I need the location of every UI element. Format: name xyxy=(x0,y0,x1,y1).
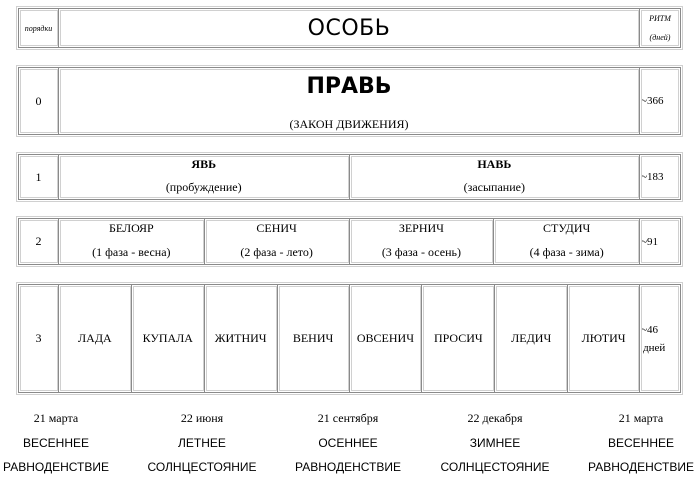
rhythm-cell xyxy=(640,68,680,134)
phase-subtitle: (3 фаза - осень) xyxy=(381,245,461,259)
yav-cell xyxy=(59,155,350,199)
prav-title: ПРАВЬ xyxy=(306,74,392,99)
season-label: ЛЕТНЕЕ xyxy=(178,436,226,450)
nav-title: НАВЬ xyxy=(477,157,512,171)
season-event: РАВНОДЕНСТВИЕ xyxy=(295,460,401,474)
phase-cell-senich xyxy=(205,219,350,264)
rhythm-header-cell xyxy=(640,9,680,47)
order-number-cell xyxy=(19,219,59,264)
title-cell xyxy=(59,9,640,47)
yav-title: ЯВЬ xyxy=(191,157,217,171)
month-label: ПРОСИЧ xyxy=(433,331,483,345)
order-1-table xyxy=(18,154,681,200)
rhythm-value: ~46 xyxy=(641,323,659,336)
rhythm-value: ~366 xyxy=(641,95,664,107)
month-label: ЛАДА xyxy=(78,331,112,345)
season-marker-autumn xyxy=(278,411,418,474)
rhythm-value: ~91 xyxy=(641,235,659,248)
order-number-cell xyxy=(19,285,59,392)
season-event: РАВНОДЕНСТВИЕ xyxy=(3,460,109,474)
month-cell xyxy=(568,285,640,392)
order-3-table xyxy=(18,284,681,393)
month-cell xyxy=(205,285,278,392)
month-label: КУПАЛА xyxy=(142,331,193,345)
order-number: 2 xyxy=(35,234,42,248)
order-number: 3 xyxy=(35,331,42,345)
rhythm-unit-label: (дней) xyxy=(649,33,671,42)
page-title: ОСОБЬ xyxy=(307,15,391,41)
season-date: 22 июня xyxy=(180,411,224,425)
season-marker-spring-next xyxy=(571,411,700,474)
month-cell xyxy=(132,285,205,392)
phase-subtitle: (1 фаза - весна) xyxy=(92,245,171,259)
season-date: 21 марта xyxy=(618,411,664,425)
month-cell xyxy=(59,285,132,392)
order-number-cell xyxy=(19,155,59,199)
phase-subtitle: (2 фаза - лето) xyxy=(240,245,313,259)
month-label: ОВСЕНИЧ xyxy=(356,331,415,345)
phase-cell-studich xyxy=(494,219,640,264)
nav-cell xyxy=(350,155,641,199)
phase-cell-beloyar xyxy=(59,219,205,264)
order-2-table xyxy=(18,218,681,265)
order-number: 0 xyxy=(35,93,42,108)
phase-title: СТУДИЧ xyxy=(543,221,591,235)
nav-subtitle: (засыпание) xyxy=(463,180,525,194)
order-label: порядки xyxy=(24,23,53,33)
prav-subtitle: (ЗАКОН ДВИЖЕНИЯ) xyxy=(289,117,409,131)
order-number-cell xyxy=(19,68,59,134)
order-0-table xyxy=(18,67,681,135)
rhythm-cell xyxy=(640,155,680,199)
season-date: 21 марта xyxy=(33,411,79,425)
month-cell xyxy=(350,285,423,392)
phase-cell-zernich xyxy=(350,219,495,264)
season-event: РАВНОДЕНСТВИЕ xyxy=(588,460,694,474)
rhythm-value: ~183 xyxy=(641,171,664,183)
month-label: ВЕНИЧ xyxy=(292,331,334,345)
season-marker-winter xyxy=(425,411,565,474)
phase-subtitle: (4 фаза - зима) xyxy=(529,245,604,259)
order-header-cell xyxy=(19,9,59,47)
season-label: ЗИМНЕЕ xyxy=(469,436,521,450)
season-event: СОЛНЦЕСТОЯНИЕ xyxy=(147,460,257,474)
order-number: 1 xyxy=(35,169,42,184)
month-cell xyxy=(278,285,350,392)
rhythm-label: РИТМ xyxy=(649,14,671,23)
season-date: 21 сентября xyxy=(317,411,379,425)
prav-cell xyxy=(59,68,640,134)
season-label: ВЕСЕННЕЕ xyxy=(607,436,675,450)
season-label: ВЕСЕННЕЕ xyxy=(22,436,90,450)
phase-title: ЗЕРНИЧ xyxy=(398,221,444,235)
season-date: 22 декабря xyxy=(467,411,523,425)
phase-title: БЕЛОЯР xyxy=(108,221,154,235)
month-label: ЖИТНИЧ xyxy=(214,331,267,345)
month-label: ЛЕДИЧ xyxy=(511,331,552,345)
yav-subtitle: (пробуждение) xyxy=(165,180,242,194)
season-event: СОЛНЦЕСТОЯНИЕ xyxy=(440,460,550,474)
season-marker-summer xyxy=(132,411,272,474)
phase-title: СЕНИЧ xyxy=(256,221,297,235)
header-table xyxy=(18,8,681,48)
season-label: ОСЕННЕЕ xyxy=(318,436,378,450)
rhythm-cell xyxy=(640,285,680,392)
month-label: ЛЮТИЧ xyxy=(581,331,626,345)
month-cell xyxy=(495,285,568,392)
rhythm-cell xyxy=(640,219,680,264)
month-cell xyxy=(422,285,495,392)
season-marker-spring xyxy=(0,411,126,474)
rhythm-unit: дней xyxy=(643,341,666,354)
